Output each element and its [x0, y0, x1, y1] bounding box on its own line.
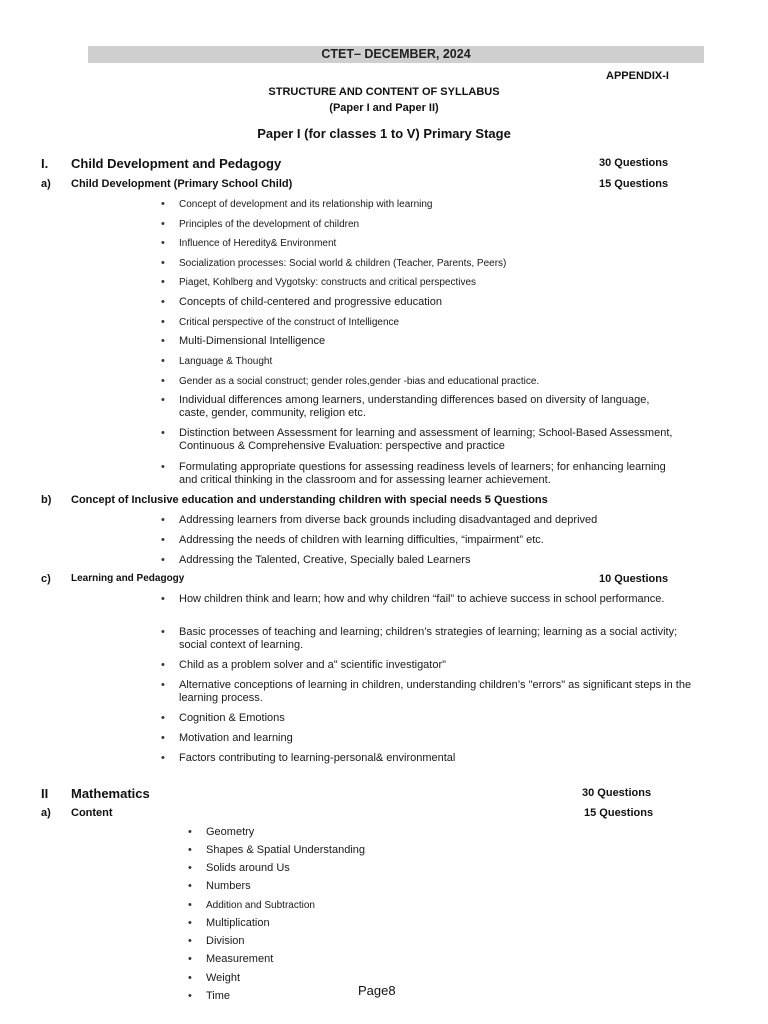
list-item: Gender as a social construct; gender roles,gender -bias and educational practice.: [179, 376, 540, 387]
list-item: Principles of the development of children: [179, 219, 360, 230]
list-item: Multiplication: [206, 917, 270, 929]
bullet-dot-icon: •: [161, 355, 165, 367]
bullet-dot-icon: •: [161, 679, 165, 691]
list-item: Measurement: [206, 953, 274, 965]
list-item: Multi-Dimensional Intelligence: [179, 335, 326, 347]
list-item: Numbers: [206, 880, 251, 892]
bullet-dot-icon: •: [161, 335, 165, 347]
bullet-dot-icon: •: [161, 461, 165, 473]
list-item: Cognition & Emotions: [179, 712, 285, 724]
bullet-dot-icon: •: [161, 237, 165, 249]
bullet-dot-icon: •: [161, 257, 165, 269]
bullet-dot-icon: •: [188, 953, 192, 965]
bullet-dot-icon: •: [188, 899, 192, 911]
list-item: Time: [206, 990, 231, 1002]
syllabus-subtitle: (Paper I and Paper II): [329, 102, 439, 114]
subsection-1c-title: Learning and Pedagogy: [71, 573, 185, 584]
header-banner: [88, 46, 704, 63]
bullet-dot-icon: •: [188, 826, 192, 838]
bullet-dot-icon: •: [161, 732, 165, 744]
list-item: Addressing the needs of children with learning difficulties, “impairment” etc.: [179, 534, 544, 546]
list-item: Concepts of child-centered and progressive education: [179, 296, 442, 308]
bullet-dot-icon: •: [161, 198, 165, 210]
bullet-dot-icon: •: [188, 972, 192, 984]
list-item: Piaget, Kohlberg and Vygotsky: constructs and critical perspectives: [179, 277, 477, 288]
section-1-title: Child Development and Pedagogy: [71, 156, 282, 171]
bullet-dot-icon: •: [161, 626, 165, 638]
section-2-questions: 30 Questions: [582, 787, 652, 799]
list-item: Factors contributing to learning-personal& environmental: [179, 752, 456, 764]
bullet-dot-icon: •: [161, 316, 165, 328]
banner-title: CTET– DECEMBER, 2024: [321, 47, 471, 61]
bullet-dot-icon: •: [188, 990, 192, 1002]
list-item: Concept of development and its relationship with learning: [179, 199, 433, 210]
bullet-dot-icon: •: [161, 752, 165, 764]
bullet-dot-icon: •: [161, 296, 165, 308]
subsection-2a-label: a): [41, 807, 51, 819]
bullet-dot-icon: •: [161, 276, 165, 288]
list-item: Motivation and learning: [179, 732, 293, 744]
subsection-1c-questions: 10 Questions: [599, 573, 669, 585]
list-item: Addressing learners from diverse back grounds including disadvantaged and deprived: [179, 514, 598, 526]
bullet-dot-icon: •: [161, 394, 165, 406]
list-item: Alternative conceptions of learning in children, understanding children’s "errors" as significant steps in the learning process.: [179, 679, 692, 704]
subsection-1a-title: Child Development (Primary School Child): [71, 178, 293, 190]
bullet-dot-icon: •: [161, 712, 165, 724]
section-1-number: I.: [41, 156, 49, 171]
bullet-dot-icon: •: [161, 659, 165, 671]
appendix-label: APPENDIX-I: [606, 70, 669, 82]
list-item: Geometry: [206, 826, 255, 838]
subsection-1c-label: c): [41, 573, 51, 585]
paper-title: Paper I (for classes 1 to V) Primary Stage: [257, 126, 511, 141]
bullet-dot-icon: •: [161, 554, 165, 566]
list-item: Weight: [206, 972, 241, 984]
list-item: Child as a problem solver and a" scientific investigator": [179, 659, 447, 671]
bullet-dot-icon: •: [188, 880, 192, 892]
page-number: Page8: [358, 983, 396, 998]
subsection-1b-title: Concept of Inclusive education and understanding children with special needs 5 Questions: [71, 494, 548, 506]
list-item: Language & Thought: [179, 356, 273, 367]
subsection-2a-questions: 15 Questions: [584, 807, 654, 819]
bullet-dot-icon: •: [161, 514, 165, 526]
section-1-questions: 30 Questions: [599, 157, 669, 169]
section-2-title: Mathematics: [71, 786, 150, 801]
list-item: Critical perspective of the construct of Intelligence: [179, 317, 400, 328]
list-item: Addressing the Talented, Creative, Specially baled Learners: [179, 554, 471, 566]
subsection-1b-label: b): [41, 494, 52, 506]
list-item: Division: [206, 935, 245, 947]
bullet-dot-icon: •: [161, 427, 165, 439]
bullet-dot-icon: •: [161, 375, 165, 387]
list-item: Socialization processes: Social world & children (Teacher, Parents, Peers): [179, 258, 507, 269]
list-item: Individual differences among learners, understanding differences based on diversity of language, caste, gender, community, religion etc.: [179, 394, 650, 419]
subsection-1a-questions: 15 Questions: [599, 178, 669, 190]
bullet-dot-icon: •: [161, 534, 165, 546]
bullet-dot-icon: •: [161, 593, 165, 605]
bullet-dot-icon: •: [188, 844, 192, 856]
subsection-1a-label: a): [41, 178, 51, 190]
subsection-2a-title: Content: [71, 807, 113, 819]
syllabus-title: STRUCTURE AND CONTENT OF SYLLABUS: [268, 86, 500, 98]
bullet-dot-icon: •: [188, 935, 192, 947]
list-item: Basic processes of teaching and learning; children’s strategies of learning; learning as a social activity; social context of learning.: [179, 626, 678, 651]
bullet-dot-icon: •: [188, 862, 192, 874]
list-item: Shapes & Spatial Understanding: [206, 844, 365, 856]
list-item: Addition and Subtraction: [206, 900, 315, 911]
section-2-number: II: [41, 786, 49, 801]
bullet-dot-icon: •: [188, 917, 192, 929]
list-item: How children think and learn; how and why children “fail” to achieve success in school performance.: [179, 593, 665, 605]
bullet-dot-icon: •: [161, 218, 165, 230]
list-item: Influence of Heredity& Environment: [179, 238, 337, 249]
list-item: Formulating appropriate questions for assessing readiness levels of learners; for enhancing learning and critical thinking in the classroom and for assessing learner achievement.: [179, 461, 666, 486]
list-item: Distinction between Assessment for learning and assessment of learning; School-Based Assessment, Continuous & Comprehensive Evaluation: perspective and practice: [179, 427, 673, 452]
list-item: Solids around Us: [206, 862, 290, 874]
